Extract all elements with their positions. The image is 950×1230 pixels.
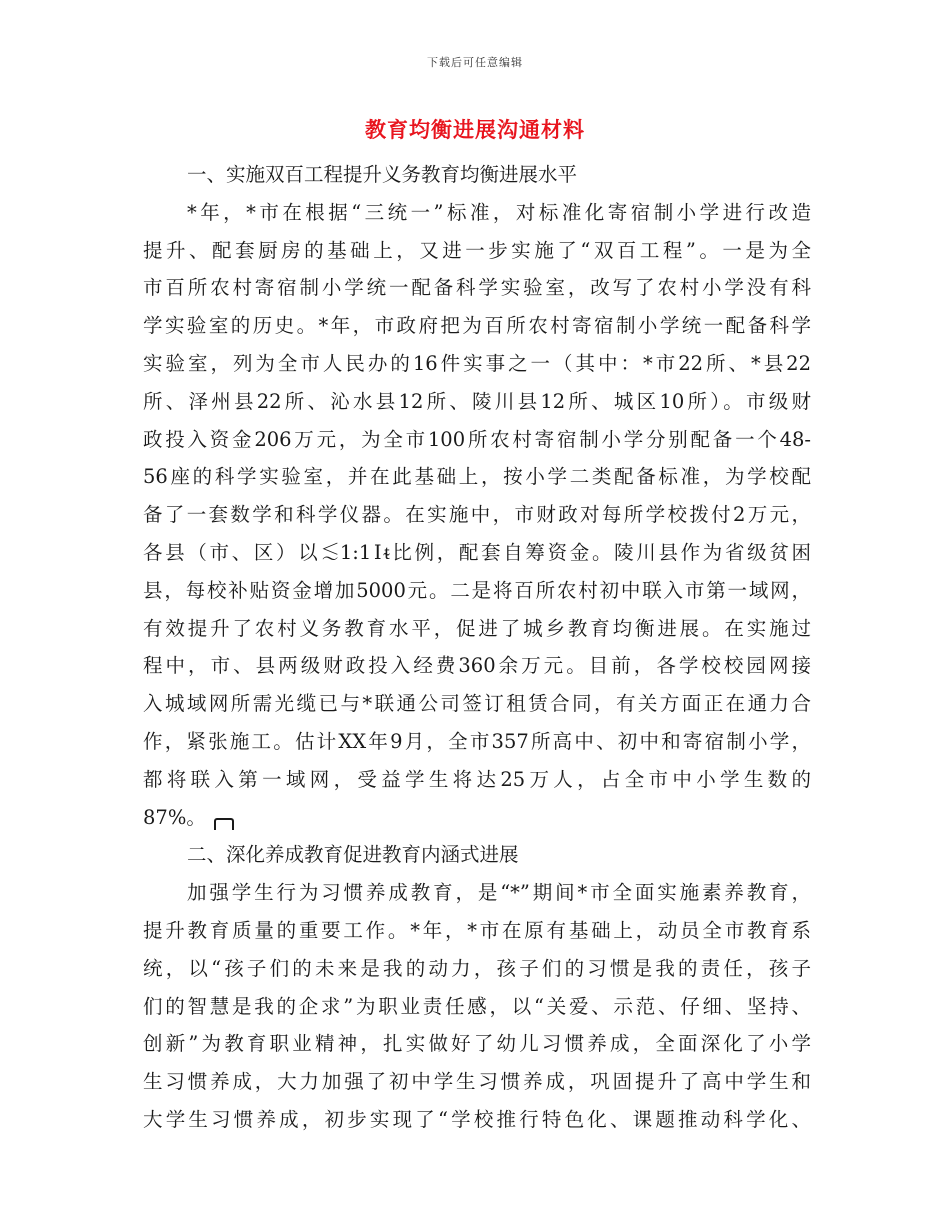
paragraph-line: 大学生习惯养成，初步实现了“学校推行特色化、课题推动科学化、 — [143, 1107, 811, 1131]
paragraph-line: 备了一套数学和科学仪器。在实施中，市财政对每所学校拨付2万元， — [143, 503, 811, 527]
paragraph-line: 有效提升了农村义务教育水平，促进了城乡教育均衡进展。在实施过 — [143, 616, 811, 640]
paragraph-last-line — [143, 799, 811, 837]
paragraph-line: 提升教育质量的重要工作。*年，*市在原有基础上，动员全市教育系 — [143, 918, 811, 942]
section-heading-2: 二、深化养成教育促进教育内涵式进展 — [187, 843, 519, 867]
paragraph-line: 创新”为教育职业精神，扎实做好了幼儿习惯养成，全面深化了小学 — [143, 1032, 811, 1056]
paragraph-end-mark-icon — [214, 818, 234, 830]
paragraph-line: 提升、配套厨房的基础上，又进一步实施了“双百工程”。一是为全 — [143, 238, 811, 262]
paragraph-line: 程中，市、县两级财政投入经费360余万元。目前，各学校校园网接 — [143, 654, 811, 678]
paragraph-line: 市百所农村寄宿制小学统一配备科学实验室，改写了农村小学没有科 — [143, 276, 811, 300]
paragraph-line: 政投入资金206万元，为全市100所农村寄宿制小学分别配备一个48- — [143, 427, 811, 451]
paragraph-line: 入城域网所需光缆已与*联通公司签订租赁合同，有关方面正在通力合 — [143, 692, 811, 716]
paragraph-line: *年，*市在根据“三统一”标准，对标准化寄宿制小学进行改造 — [187, 200, 811, 224]
paragraph-line: 们的智慧是我的企求”为职业责任感，以“关爱、示范、仔细、坚持、 — [143, 994, 811, 1018]
paragraph-line: 生习惯养成，大力加强了初中学生习惯养成，巩固提升了高中学生和 — [143, 1070, 811, 1094]
section-heading-1: 一、实施双百工程提升义务教育均衡进展水平 — [187, 163, 578, 186]
paragraph-line: 各县（市、区）以≲1:1Ⅰᵵ比例，配套自筹资金。陵川县作为省级贫困 — [143, 540, 811, 564]
document-body — [143, 156, 811, 1139]
paragraph-line-text: 87%。 — [143, 805, 206, 829]
document-title: 教育均衡进展沟通材料 — [365, 117, 585, 142]
paragraph-line: 所、泽州县22所、沁水县12所、陵川县12所、城区10所）。市级财 — [143, 389, 811, 413]
paragraph-line: 都将联入第一域网，受益学生将达25万人，占全市中小学生数的 — [143, 767, 811, 791]
paragraph-line: 实验室，列为全市人民办的16件实事之一（其中：*市22所、*县22 — [143, 351, 811, 375]
paragraph-line: 学实验室的历史。*年，市政府把为百所农村寄宿制小学统一配备科学 — [143, 314, 811, 338]
header-note: 下载后可任意编辑 — [427, 56, 523, 69]
paragraph-line: 统，以“孩子们的未来是我的动力，孩子们的习惯是我的责任，孩子 — [143, 956, 811, 980]
paragraph-line: 56座的科学实验室，并在此基础上，按小学二类配备标准，为学校配 — [143, 465, 811, 489]
paragraph-line: 县，每校补贴资金增加5000元。二是将百所农村初中联入市第一域网， — [143, 578, 811, 602]
paragraph-line: 作，紧张施工。估计XX年9月，全市357所高中、初中和寄宿制小学， — [143, 729, 811, 753]
paragraph-line: 加强学生行为习惯养成教育，是“*”期间*市全面实施素养教育， — [187, 881, 811, 905]
